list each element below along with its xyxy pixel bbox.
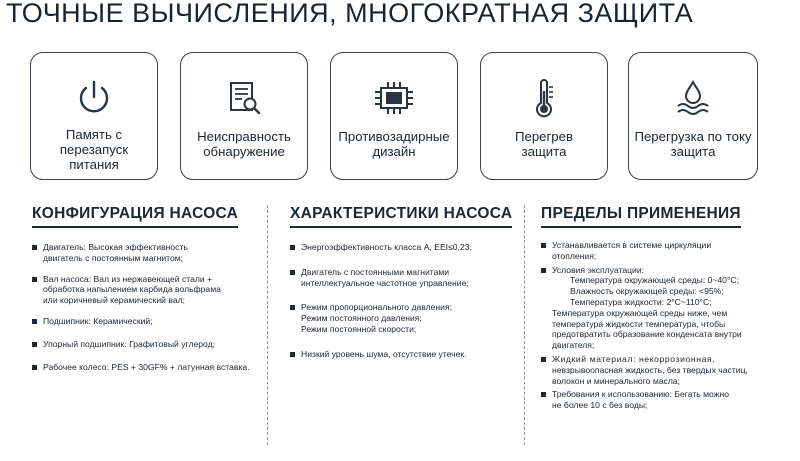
list-item: Рабочее колесо: PES + 30GF% + латунная вставка. xyxy=(32,362,257,373)
list-item: Низкий уровень шума, отсутствие утечек. xyxy=(290,349,512,360)
pump-characteristics-section xyxy=(290,205,512,360)
water-wave-icon xyxy=(674,79,712,117)
list-item: Упорный подшипник: Графитовый углерод; xyxy=(32,339,257,350)
limits-list xyxy=(541,240,773,411)
power-icon xyxy=(75,79,113,117)
list-item: Двигатель с постоянными магнитами интеллектуальное частотное управление; xyxy=(290,267,512,289)
list-item: Устанавливается в системе циркуляции отопления; xyxy=(541,240,773,262)
list-item: Подшипник: Керамический; xyxy=(32,316,257,327)
feature-card-overcurrent xyxy=(628,52,758,180)
feature-card-power-memory xyxy=(30,52,158,180)
feature-card-label: Противозадирные дизайн xyxy=(338,129,450,159)
list-item: Энергоэффективность класса А, EEI≤0,23; xyxy=(290,242,512,253)
list-item: Жидкий материал: некоррозионная, невзрывоопасная жидкость, без твердых частиц, волокон и минерального масла; xyxy=(541,354,773,386)
feature-card-label: Перегрев защита xyxy=(515,129,573,159)
config-list xyxy=(32,242,257,372)
list-item: Вал насоса: Вал из нержавеющей стали + обработка напылением карбида вольфрама или коричневый керамический вал; xyxy=(32,274,257,306)
feature-card-label: Перегрузка по току защита xyxy=(634,129,752,159)
document-search-icon xyxy=(225,79,263,117)
column-divider xyxy=(524,205,525,445)
thermometer-icon xyxy=(525,79,563,119)
page-headline: ТОЧНЫЕ ВЫЧИСЛЕНИЯ, МНОГОКРАТНАЯ ЗАЩИТА xyxy=(6,0,694,28)
pump-configuration-section xyxy=(32,205,257,372)
feature-card-fault-detection xyxy=(180,52,308,180)
feature-card-label: Память с перезапуск питания xyxy=(59,127,129,172)
application-limits-section xyxy=(541,205,773,411)
list-item: Требования к использованию: Бегать можно не более 10 с без воды; xyxy=(541,389,773,411)
section-title: КОНФИГУРАЦИЯ НАСОСА xyxy=(32,205,238,228)
section-title: ХАРАКТЕРИСТИКИ НАСОСА xyxy=(290,205,512,228)
list-item: Условия эксплуатации: Температура окружающей среды: 0~40°C; Влажность окружающей среды: <95%; Температура жидкости: 2°C~110°C; Температура окружающей среды ниже, чем температура жидкости температура, чтобы предотвратить образование конденсата внутри двигателя; xyxy=(541,265,773,351)
feature-cards xyxy=(30,52,770,182)
anti-dry-chip-icon xyxy=(372,79,416,117)
section-title: ПРЕДЕЛЫ ПРИМЕНЕНИЯ xyxy=(541,205,741,228)
feature-card-label: Неисправность обнаружение xyxy=(197,129,291,159)
feature-card-overheat xyxy=(480,52,608,180)
column-divider xyxy=(267,205,268,445)
list-item: Двигатель: Высокая эффективность двигатель с постоянным магнитом; xyxy=(32,242,257,264)
list-item: Режим пропорционального давления; Режим постоянного давления; Режим постоянной скорости; xyxy=(290,302,512,334)
feature-card-anti-seize xyxy=(330,52,458,180)
specs-list xyxy=(290,242,512,360)
